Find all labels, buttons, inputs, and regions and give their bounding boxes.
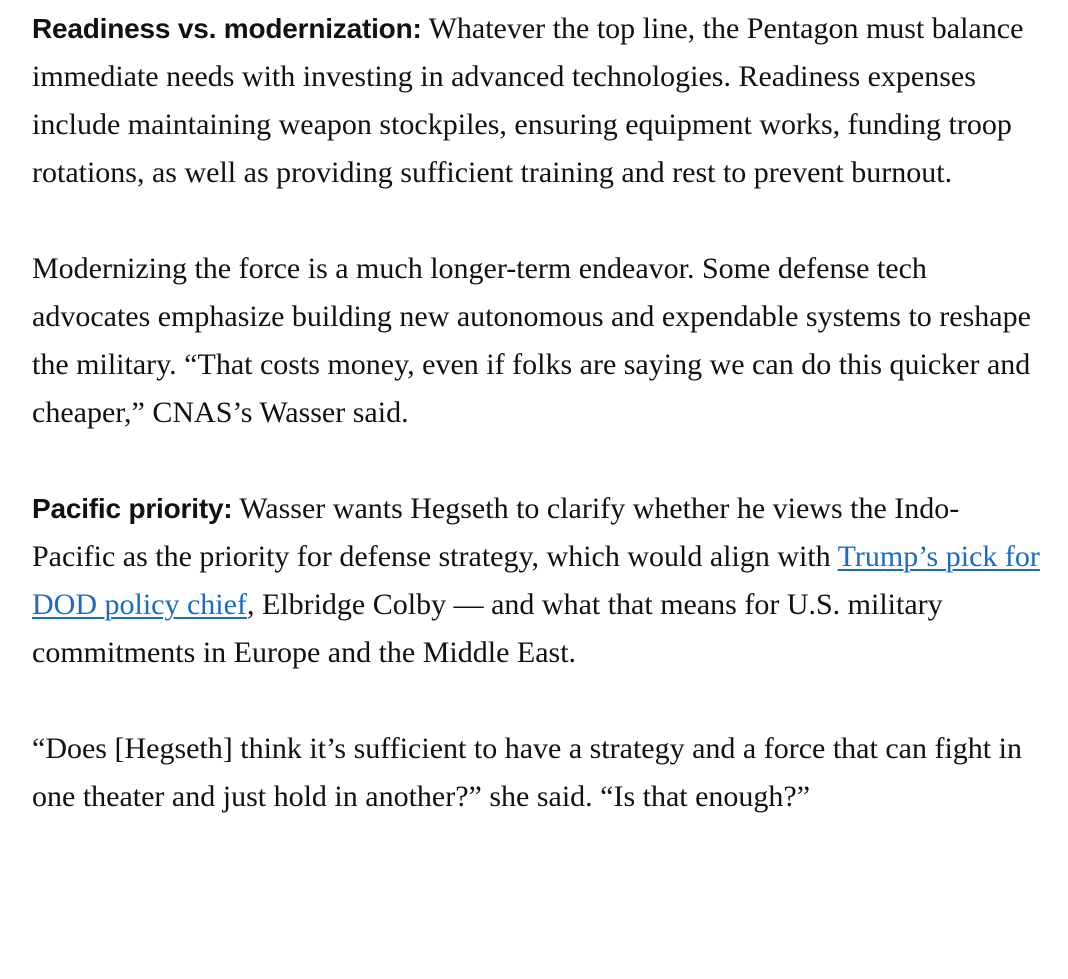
quote-text: “Does [Hegseth] think it’s sufficient to have a strategy and a force that can fight in one theater and just hold in another?” she said. “Is that enough?” xyxy=(32,732,1022,813)
readiness-lead: Readiness vs. modernization: xyxy=(32,13,422,44)
dod-policy-chief-link[interactable]: Trump’s pick for DOD policy chief xyxy=(32,540,1040,621)
readiness-text: Whatever the top line, the Pentagon must balance immediate needs with investing in advanced technologies. Readiness expenses include maintaining weapon stockpiles, ensuring equipment works, funding troop rotations, as well as providing sufficient training and rest to prevent burnout. xyxy=(32,12,1024,189)
paragraph-quote xyxy=(32,725,1042,821)
modernizing-text: Modernizing the force is a much longer-term endeavor. Some defense tech advocates emphasize building new autonomous and expendable systems to reshape the military. “That costs money, even if folks are saying we can do this quicker and cheaper,” CNAS’s Wasser said. xyxy=(32,252,1031,429)
pacific-text-after: , Elbridge Colby — and what that means for U.S. military commitments in Europe and the Middle East. xyxy=(32,588,943,669)
paragraph-readiness xyxy=(32,5,1042,197)
paragraph-modernizing xyxy=(32,245,1042,437)
pacific-lead: Pacific priority: xyxy=(32,493,233,524)
article-body xyxy=(32,5,1042,821)
paragraph-pacific xyxy=(32,485,1042,677)
pacific-text-before: Wasser wants Hegseth to clarify whether he views the Indo-Pacific as the priority for defense strategy, which would align with xyxy=(32,492,960,573)
